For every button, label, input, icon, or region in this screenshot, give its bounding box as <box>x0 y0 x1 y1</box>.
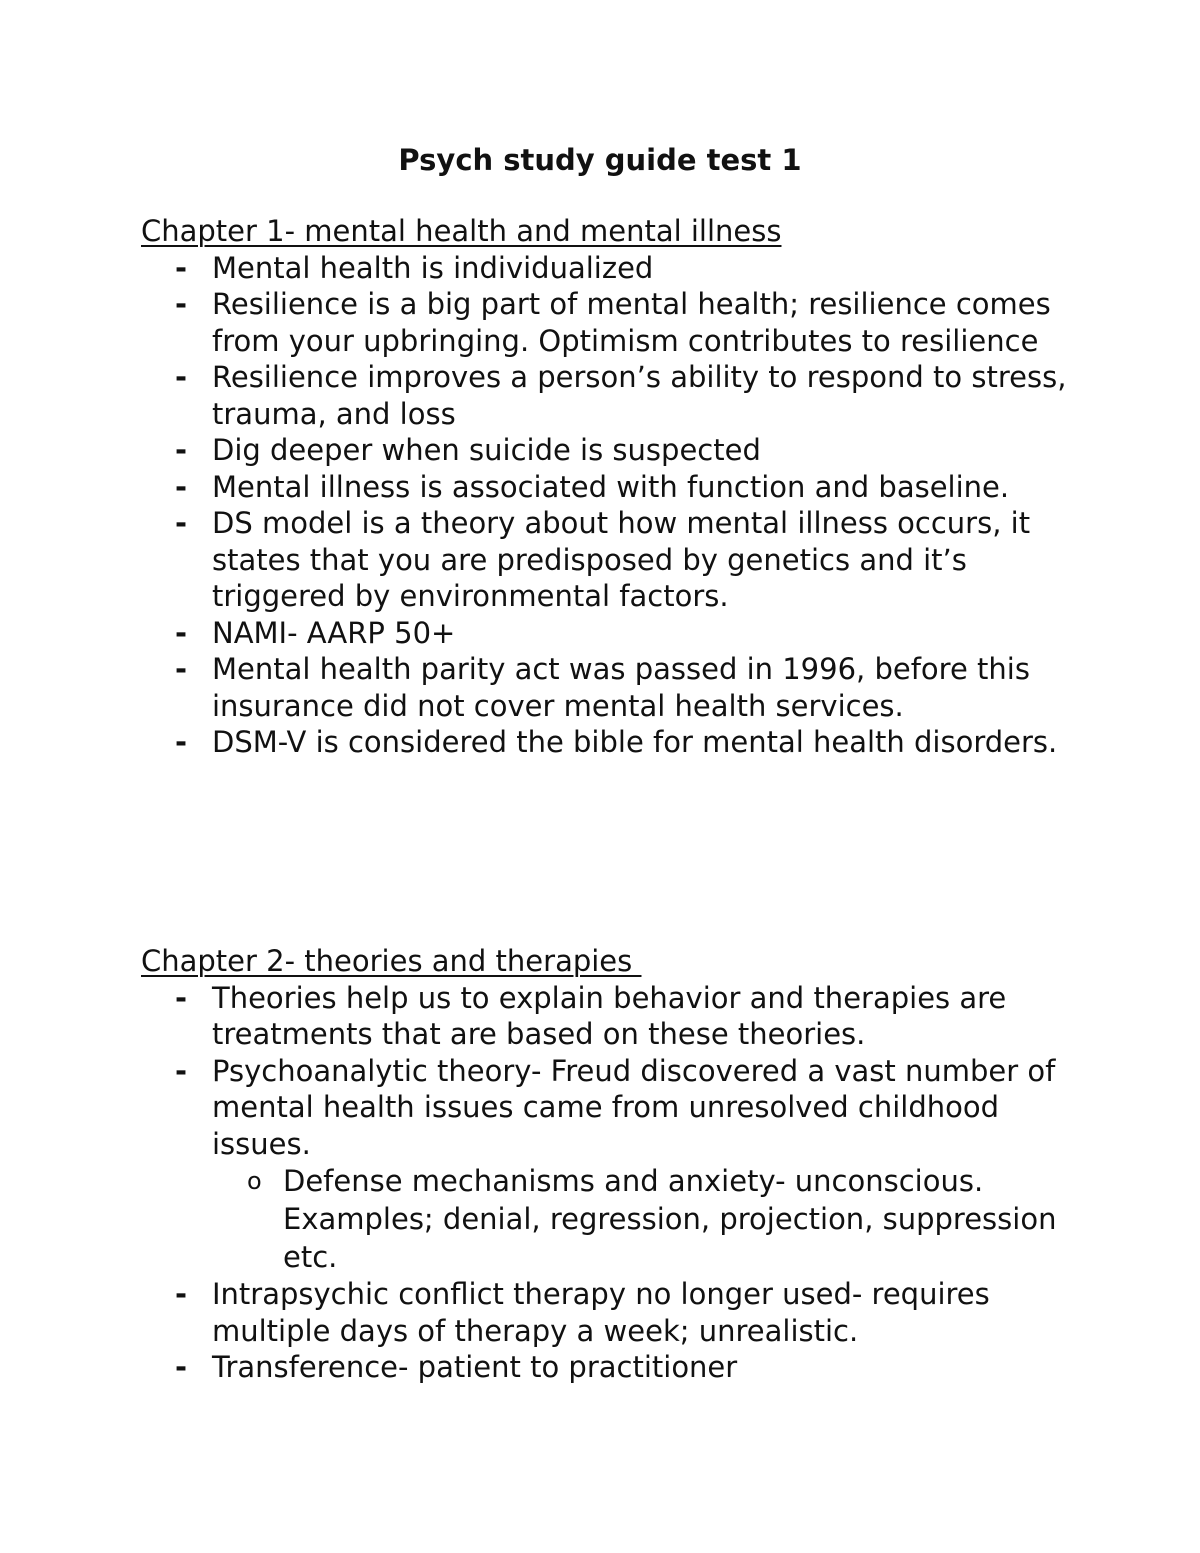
list-item-text: DSM-V is considered the bible for mental health disorders. <box>212 725 1058 759</box>
list-item-text: Intrapsychic conflict therapy no longer used- requires multiple days of therapy a week; unrealistic. <box>212 1277 990 1348</box>
list-item <box>141 1349 1081 1386</box>
bullet-dash: - <box>175 652 188 686</box>
list-item-text: NAMI- AARP 50+ <box>212 615 456 650</box>
list-item <box>141 286 1081 359</box>
bullet-dash: - <box>175 287 188 321</box>
chapter-2-section <box>141 943 1081 1386</box>
list-item <box>141 724 1081 761</box>
sub-list <box>212 1162 1081 1276</box>
chapter-1-heading: Chapter 1- mental health and mental illness <box>141 214 782 248</box>
bullet-dash: - <box>175 980 188 1015</box>
bullet-dash: - <box>175 1053 188 1088</box>
list-item-text: Mental health parity act was passed in 1996, before this insurance did not cover mental health services. <box>212 652 1030 723</box>
chapter-2-heading: Chapter 2- theories and therapies <box>141 944 642 978</box>
bullet-dash: - <box>175 360 188 394</box>
bullet-dash: - <box>175 250 188 285</box>
list-item-text: Mental illness is associated with function and baseline. <box>212 469 1010 504</box>
list-item <box>141 432 1081 469</box>
bullet-dash: - <box>175 1350 188 1384</box>
sub-list-item <box>212 1162 1081 1276</box>
list-item-text: Psychoanalytic theory- Freud discovered a vast number of mental health issues came from unresolved childhood issues. <box>212 1053 1056 1161</box>
list-item-text: Mental health is individualized <box>212 250 654 285</box>
bullet-dash: - <box>175 469 188 504</box>
chapter-1-list <box>141 250 1081 761</box>
document-title: Psych study guide test 1 <box>398 143 802 177</box>
list-item <box>141 505 1081 615</box>
list-item <box>141 250 1081 287</box>
list-item-text: Dig deeper when suicide is suspected <box>212 433 761 467</box>
list-item <box>141 615 1081 652</box>
bullet-dash: - <box>175 725 188 759</box>
list-item-text: DS model is a theory about how mental illness occurs, it states that you are predisposed by genetics and it’s triggered by environmental factors. <box>212 506 1031 613</box>
list-item <box>141 1053 1081 1277</box>
list-item <box>141 469 1081 506</box>
sub-list-item-text: Defense mechanisms and anxiety- unconscious. Examples; denial, regression, projection, suppression etc. <box>283 1164 1057 1274</box>
bullet-dash: - <box>175 1277 188 1311</box>
list-item <box>141 651 1081 724</box>
chapter-1-section <box>141 213 1081 761</box>
bullet-dash: - <box>175 433 188 467</box>
list-item-text: Resilience is a big part of mental health; resilience comes from your upbringing. Optimism contributes to resilience <box>212 287 1051 358</box>
list-item <box>141 359 1081 432</box>
list-item-text: Resilience improves a person’s ability to respond to stress, trauma, and loss <box>212 360 1067 431</box>
chapter-2-list <box>141 980 1081 1386</box>
list-item-text: Theories help us to explain behavior and therapies are treatments that are based on these theories. <box>212 980 1007 1051</box>
list-item <box>141 1276 1081 1349</box>
list-item-text: Transference- patient to practitioner <box>212 1350 738 1384</box>
bullet-dash: - <box>175 506 188 540</box>
sub-bullet-circle: o <box>247 1167 262 1195</box>
bullet-dash: - <box>175 615 188 650</box>
list-item <box>141 980 1081 1053</box>
